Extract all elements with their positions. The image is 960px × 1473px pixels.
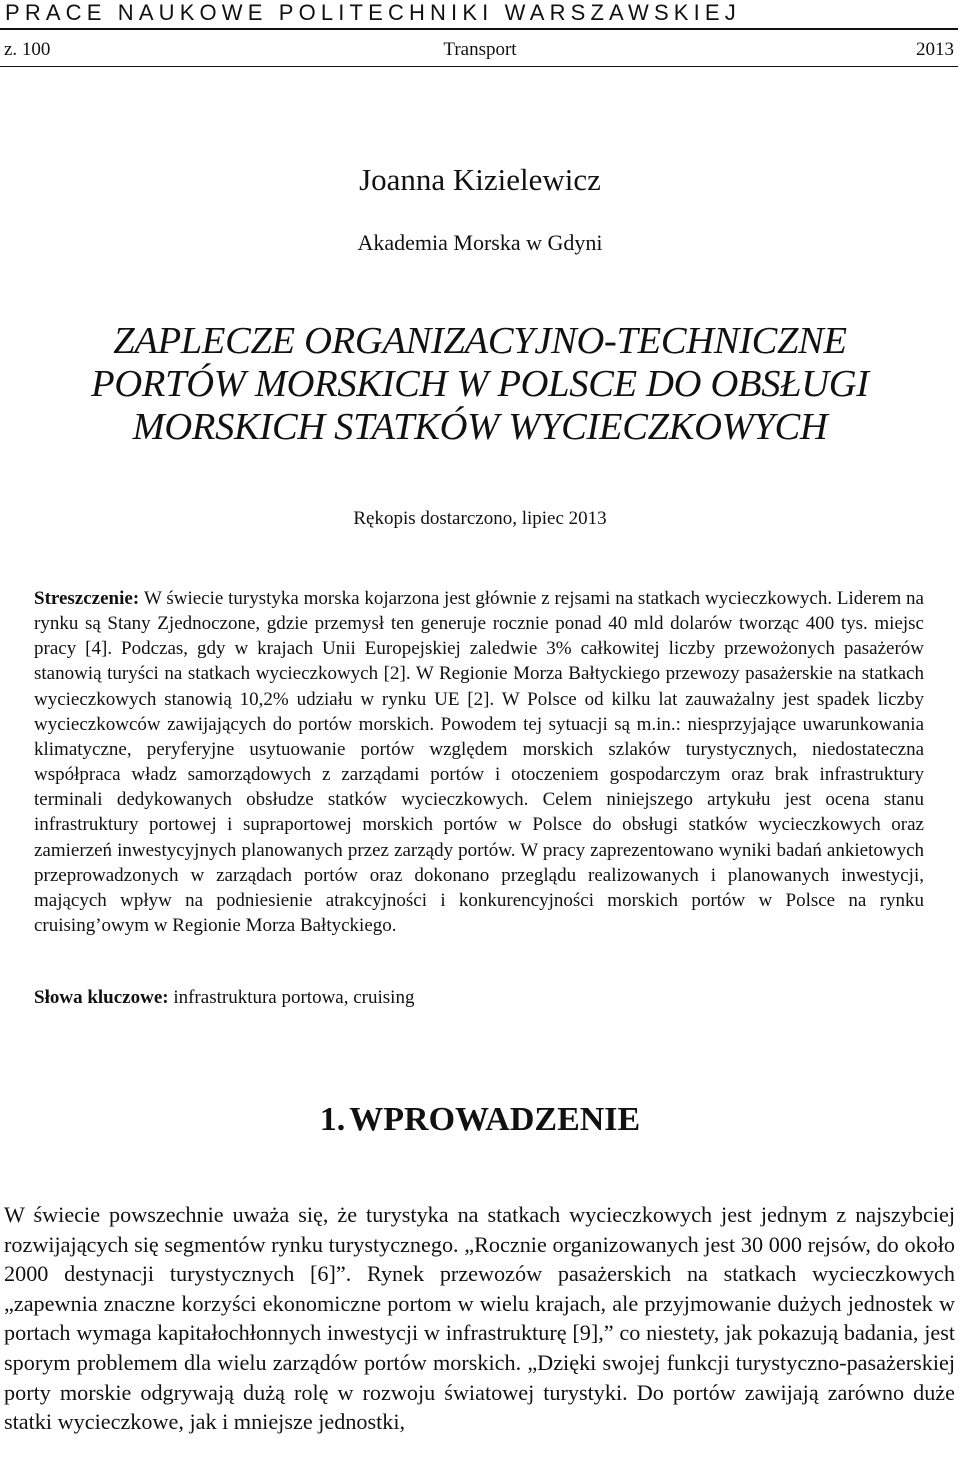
section-title: WPROWADZENIE	[349, 1101, 641, 1138]
keywords-label: Słowa kluczowe:	[34, 987, 174, 1008]
issue-year: 2013	[916, 39, 954, 60]
title-line: MORSKICH STATKÓW WYCIECZKOWYCH	[132, 406, 828, 448]
header-rule-top	[0, 28, 958, 30]
author-name: Joanna Kizielewicz	[359, 162, 601, 197]
title-line: PORTÓW MORSKICH W POLSCE DO OBSŁUGI	[91, 363, 869, 405]
author-affiliation: Akademia Morska w Gdyni	[357, 230, 603, 255]
issue-line	[4, 37, 956, 63]
abstract-label: Streszczenie:	[34, 588, 144, 609]
section-number: 1.	[319, 1101, 346, 1138]
abstract-text: W świecie turystyka morska kojarzona jest głównie z rejsami na statkach wycieczkowych. Liderem na rynku są Stany Zjednoczone, gdzie przemysł ten generuje rocznie ponad 40 mld dolarów tworząc 400 tys. miejsc pracy [4]. Podczas, gdy w krajach Unii Europejskiej zaledwie 3% całkowitej liczby przewożonych pasażerów stanowią turyści na statkach wycieczkowych [2]. W Regionie Morza Bałtyckiego przewozy pasażerskie na statkach wycieczkowych stanowią 10,2% udziału w rynku UE [2]. W Polsce od kilku lat zauważalny jest spadek liczby wycieczkowców zawijających do portów morskich. Powodem tej sytuacji są m.in.: niesprzyjające uwarunkowania klimatyczne, peryferyjne usytuowanie portów względem morskich szlaków turystycznych, niedostateczna współpraca władz samorządowych z zarządami portów i otoczeniem gospodarczym oraz brak infrastruktury terminali dedykowanych obsłudze statków wycieczkowych. Celem niniejszego artykułu jest ocena stanu infrastruktury portowej i supraportowej morskich portów w Polsce do obsługi statków wycieczkowych oraz zamierzeń inwestycyjnych planowanych przez zarządy portów. W pracy zaprezentowano wyniki badań ankietowych przeprowadzonych w zarządach portów oraz dokonano przeglądu realizowanych i planowanych inwestycji, mających wpływ na podniesienie atrakcyjności i konkurencyjności morskich portów w Polsce na rynku cruising’owym w Regionie Morza Bałtyckiego.	[34, 588, 924, 937]
intro-paragraph: W świecie powszechnie uważa się, że turystyka na statkach wycieczkowych jest jednym z najszybciej rozwijających się segmentów rynku turystycznego. „Rocznie organizowanych jest 30 000 rejsów, do około 2000 destynacji turystycznych [6]”. Rynek przewozów pasażerskich na statkach wycieczkowych „zapewnia znaczne korzyści ekonomiczne portom w wielu krajach, ale przyjmowanie dużych jednostek w portach wymaga kapitałochłonnych inwestycji w infrastrukturę [9],” co niestety, jak pokazują badania, jest sporym problemem dla wielu zarządów portów morskich. „Dzięki swojej funkcji turystyczno-pasażerskiej porty morskie odgrywają dużą rolę w rozwoju światowej turystyki. Do portów zawijają zarówno duże statki wycieczkowe, jak i mniejsze jednostki,	[4, 1202, 955, 1435]
abstract	[34, 586, 924, 938]
keywords-text: infrastruktura portowa, cruising	[173, 987, 415, 1008]
issue-number: z. 100	[4, 39, 51, 60]
journal-name: Transport	[443, 39, 517, 60]
received-date: Rękopis dostarczono, lipiec 2013	[353, 508, 607, 529]
title-line: ZAPLECZE ORGANIZACYJNO-TECHNICZNE	[113, 320, 847, 362]
paper-title	[0, 320, 960, 449]
header-rule-bottom	[0, 66, 958, 67]
journal-series-header: PRACE NAUKOWE POLITECHNIKI WARSZAWSKIEJ	[5, 0, 741, 25]
section-heading	[0, 1098, 960, 1142]
keywords	[34, 985, 924, 1011]
